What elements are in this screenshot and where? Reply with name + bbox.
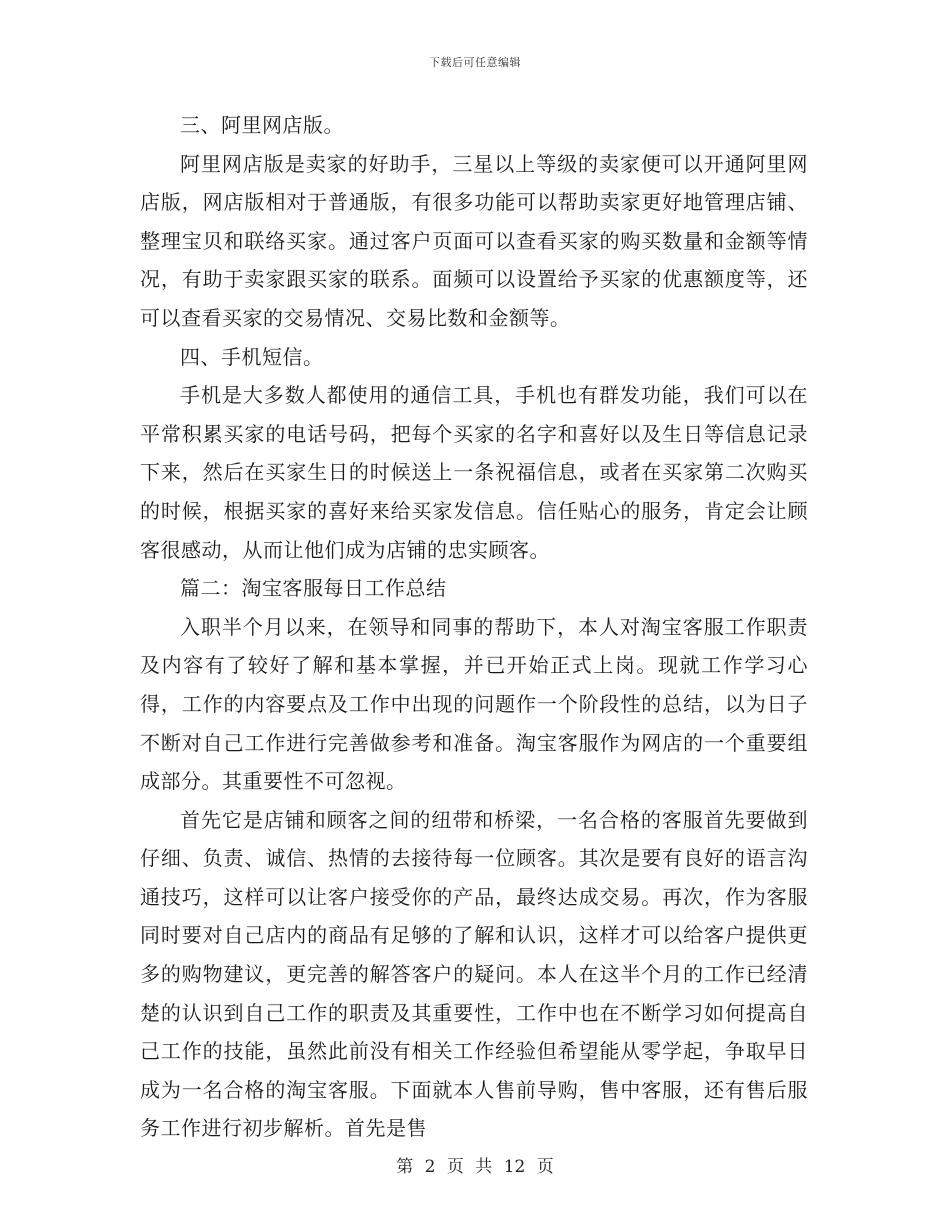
- page-footer: 第 2 页 共 12 页: [396, 1157, 554, 1177]
- paragraph-ali-store: 阿里网店版是卖家的好助手，三星以上等级的卖家便可以开通阿里网店版，网店版相对于普通版，有很多功能可以帮助卖家更好地管理店铺、整理宝贝和联络买家。通过客户页面可以查看买家的购买数量和金额等情况，有助于卖家跟买家的联系。面频可以设置给予买家的优惠额度等，还可以查看买家的交易情况、交易比数和金额等。: [140, 151, 808, 330]
- paragraph-sms: 手机是大多数人都使用的通信工具，手机也有群发功能，我们可以在平常积累买家的电话号码，把每个买家的名字和喜好以及生日等信息记录下来，然后在买家生日的时候送上一条祝福信息，或者在买家第二次购买的时候，根据买家的喜好来给买家发信息。信任贴心的服务，肯定会让顾客很感动，从而让他们成为店铺的忠实顾客。: [140, 383, 808, 562]
- section-heading-three: 三、阿里网店版。: [180, 113, 344, 137]
- section-heading-four: 四、手机短信。: [180, 344, 324, 369]
- document-body: [140, 106, 808, 1148]
- paragraph-service: 首先它是店铺和顾客之间的纽带和桥梁，一名合格的客服首先要做到仔细、负责、诚信、热情的去接待每一位顾客。其次是要有良好的语言沟通技巧，这样可以让客户接受你的产品，最终达成交易。再次，作为客服同时要对自己店内的商品有足够的了解和认识，这样才可以给客户提供更多的购物建议，更完善的解答客户的疑问。本人在这半个月的工作已经清楚的认识到自己工作的职责及其重要性，工作中也在不断学习如何提高自己工作的技能，虽然此前没有相关工作经验但希望能从零学起，争取早日成为一名合格的淘宝客服。下面就本人售前导购，售中客服，还有售后服务工作进行初步解析。首先是售: [140, 807, 808, 1141]
- page-header: 下载后可任意编辑: [429, 56, 521, 69]
- chapter-heading-two: 篇二：淘宝客服每日工作总结: [180, 576, 447, 601]
- paragraph-intro: 入职半个月以来，在领导和同事的帮助下，本人对淘宝客服工作职责及内容有了较好了解和基本掌握，并已开始正式上岗。现就工作学习心得，工作的内容要点及工作中出现的问题作一个阶段性的总结，以为日子不断对自己工作进行完善做参考和准备。淘宝客服作为网店的一个重要组成部分。其重要性不可忽视。: [140, 614, 808, 794]
